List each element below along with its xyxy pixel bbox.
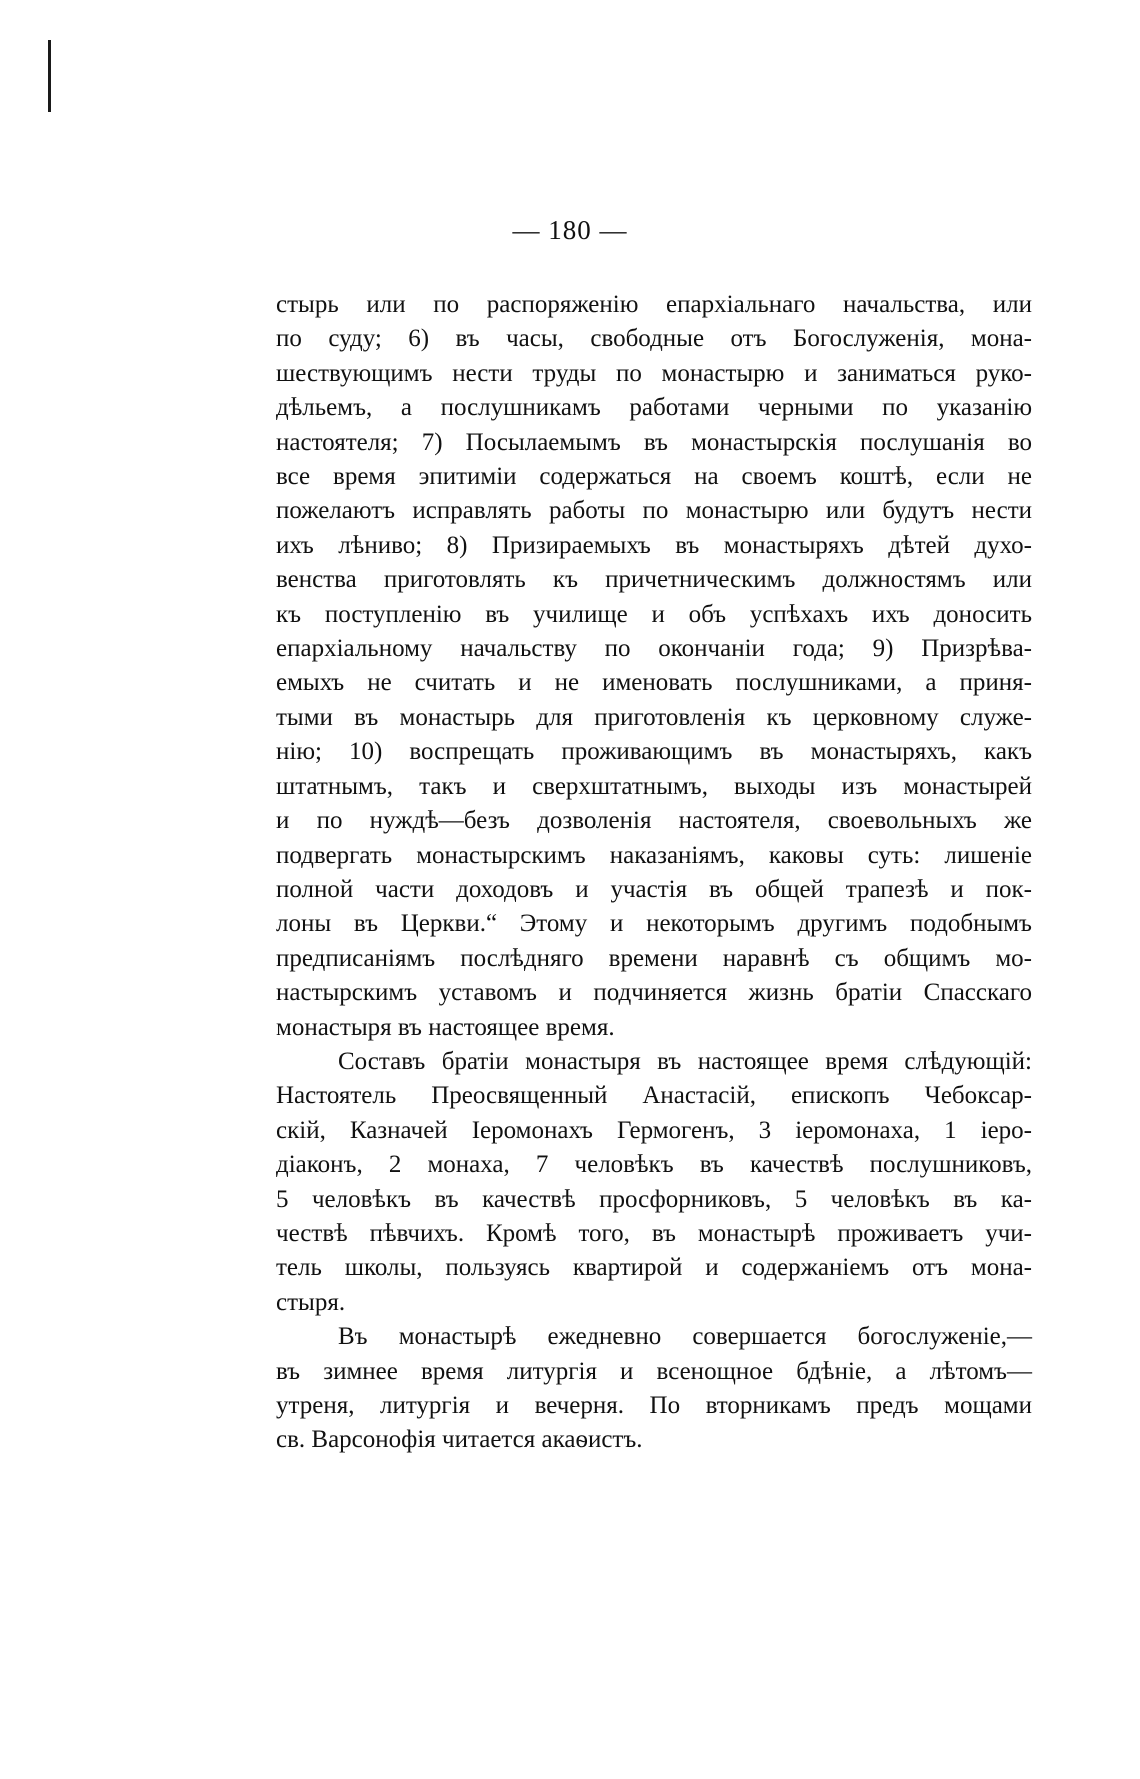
text-line: и по нуждѣ—безъ дозволенія настоятеля, своевольныхъ же — [276, 807, 1032, 835]
text-line: Настоятель Преосвященный Анастасій, епископъ Чебоксар- — [276, 1082, 1032, 1110]
text-line: 5 человѣкъ въ качествѣ просфорниковъ, 5 человѣкъ въ ка- — [276, 1185, 1032, 1213]
text-line: настырскимъ уставомъ и подчиняется жизнь братіи Спасскаго — [276, 979, 1032, 1007]
page-number: — 180 — — [512, 215, 628, 245]
text-line: лоны въ Церкви.“ Этому и некоторымъ другимъ подобнымъ — [276, 910, 1032, 938]
paragraph-2 — [276, 1045, 1032, 1320]
text-line: емыхъ не считать и не именовать послушниками, а приня- — [276, 669, 1032, 697]
text-line: пожелаютъ исправлять работы по монастырю или будутъ нести — [276, 497, 1032, 525]
text-line: венства приготовлять къ причетническимъ должностямъ или — [276, 566, 1032, 594]
text-line: штатнымъ, такъ и сверхштатнымъ, выходы изъ монастырей — [276, 772, 1032, 800]
text-line: утреня, литургія и вечерня. По вторникамъ предъ мощами — [276, 1392, 1032, 1419]
text-line: стыря. — [276, 1288, 346, 1316]
text-line: епархіальному начальству по окончаніи года; 9) Призрѣва- — [276, 635, 1032, 663]
text-line: въ зимнее время литургія и всенощное бдѣніе, а лѣтомъ— — [276, 1357, 1032, 1385]
text-line: по суду; 6) въ часы, свободные отъ Богослуженія, мона- — [276, 325, 1032, 353]
text-line: монастыря въ настоящее время. — [276, 1013, 615, 1041]
text-line: діаконъ, 2 монаха, 7 человѣкъ въ качествѣ послушниковъ, — [276, 1151, 1032, 1179]
text-line: все время эпитиміи содержаться на своемъ коштѣ, если не — [276, 463, 1032, 491]
text-line: тель школы, пользуясь квартирой и содержаніемъ отъ мона- — [276, 1254, 1032, 1282]
text-line: настоятеля; 7) Посылаемымъ въ монастырскія послушанія во — [276, 428, 1032, 456]
text-line: подвергать монастырскимъ наказаніямъ, каковы суть: лишеніе — [276, 841, 1032, 869]
margin-mark — [48, 40, 51, 112]
paragraph-3 — [276, 1320, 1032, 1458]
text-line: св. Варсонофія читается акаѳистъ. — [276, 1426, 643, 1454]
text-line: чествѣ пѣвчихъ. Кромѣ того, въ монастырѣ проживаетъ учи- — [276, 1219, 1032, 1247]
text-line: ихъ лѣниво; 8) Призираемыхъ въ монастыряхъ дѣтей духо- — [276, 531, 1032, 559]
text-line: шествующимъ нести труды по монастырю и заниматься руко- — [276, 359, 1032, 387]
paragraph-1 — [276, 288, 1032, 1045]
text-line: скій, Казначей Іеромонахъ Гермогенъ, 3 іеромонаха, 1 іеро- — [276, 1116, 1032, 1144]
text-line: стырь или по распоряженію епархіальнаго начальства, или — [276, 291, 1032, 318]
text-line: полной части доходовъ и участія въ общей трапезѣ и пок- — [276, 875, 1032, 903]
text-line: предписаніямъ послѣдняго времени наравнѣ съ общимъ мо- — [276, 944, 1032, 972]
text-line: къ поступленію въ училище и объ успѣхахъ ихъ доносить — [276, 600, 1032, 628]
text-line: Въ монастырѣ ежедневно совершается богослуженіе,— — [338, 1323, 1032, 1351]
text-line: Составъ братіи монастыря въ настоящее время слѣдующій: — [338, 1047, 1032, 1075]
text-line: дѣльемъ, а послушникамъ работами черными по указанію — [276, 394, 1032, 422]
text-line: нію; 10) воспрещать проживающимъ въ монастыряхъ, какъ — [276, 738, 1032, 766]
text-line: тыми въ монастырь для приготовленія къ церковному служе- — [276, 703, 1032, 731]
body-text — [276, 288, 1032, 1458]
